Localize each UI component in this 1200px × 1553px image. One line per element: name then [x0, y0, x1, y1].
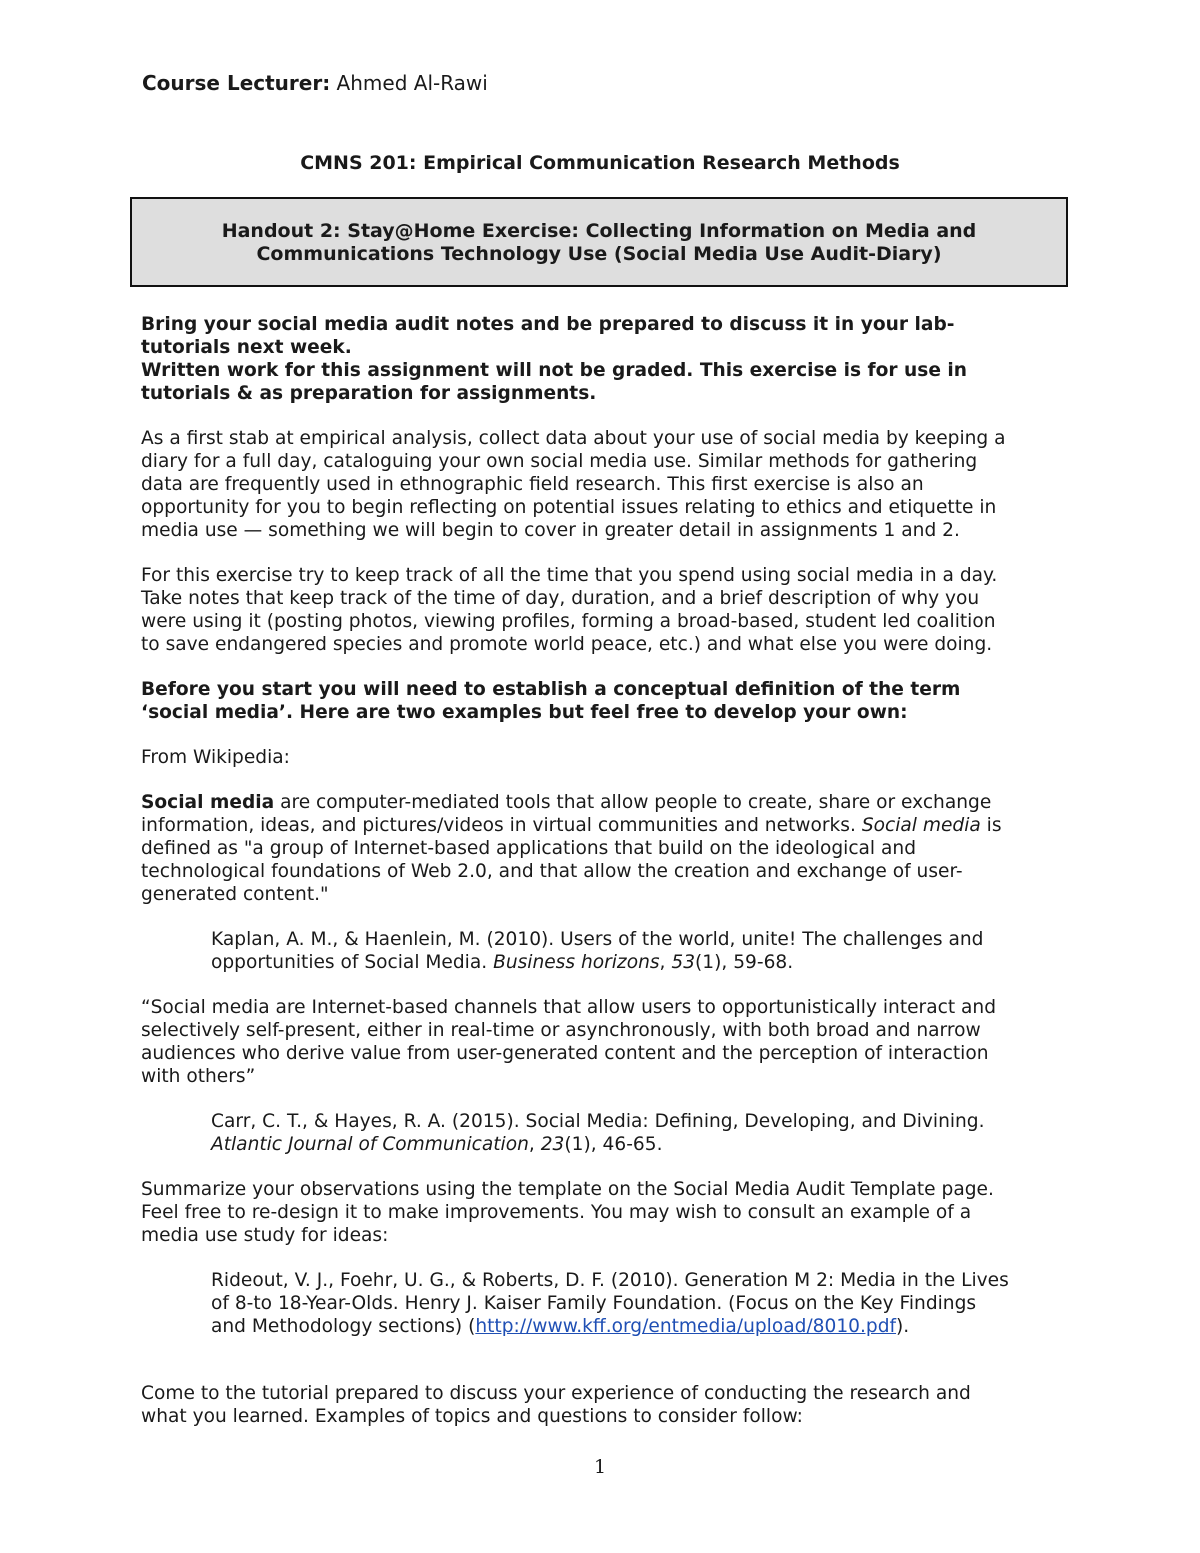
paragraph-line: opportunity for you to begin reflecting on potential issues relating to ethics and etiquette in	[141, 497, 997, 518]
wiki-text: are computer-mediated tools that allow people to create, share or exchange	[274, 792, 992, 813]
lecturer-label: Course Lecturer:	[142, 71, 331, 95]
reference-carr	[141, 1133, 1066, 1156]
paragraph-line: data are frequently used in ethnographic field research. This first exercise is also an	[141, 474, 924, 495]
reference-kaplan	[141, 951, 1066, 974]
wiki-text: is	[980, 815, 1002, 836]
paragraph-line: Come to the tutorial prepared to discuss your experience of conducting the research and	[141, 1383, 971, 1404]
journal-name: Atlantic Journal of Communication	[211, 1134, 529, 1155]
wiki-definition-line: technological foundations of Web 2.0, and that allow the creation and exchange of user-	[141, 861, 963, 882]
reference-rideout	[141, 1315, 1066, 1338]
definition-heading: Before you start you will need to establish a conceptual definition of the term	[141, 679, 961, 700]
quote-line: selectively self-present, either in real-time or asynchronously, with both broad and narrow	[141, 1020, 981, 1041]
reference-kaplan: Kaplan, A. M., & Haenlein, M. (2010). Users of the world, unite! The challenges and	[211, 929, 984, 950]
reference-carr: Carr, C. T., & Hayes, R. A. (2015). Social Media: Defining, Developing, and Divining.	[211, 1111, 985, 1132]
kff-report-link[interactable]: http://www.kff.org/entmedia/upload/8010.pdf	[475, 1316, 897, 1337]
paragraph-line: Take notes that keep track of the time of day, duration, and a brief description of why you	[141, 588, 980, 609]
from-wikipedia-label: From Wikipedia:	[141, 747, 290, 768]
ref-text: ,	[659, 952, 672, 973]
page-number: 1	[593, 1456, 607, 1478]
handout-title-line: Handout 2: Stay@Home Exercise: Collecting Information on Media and	[221, 220, 977, 242]
reference-rideout: Rideout, V. J., Foehr, U. G., & Roberts, D. F. (2010). Generation M 2: Media in the Lives	[211, 1270, 1009, 1291]
social-media-term: Social media	[141, 792, 275, 813]
quote-line: “Social media are Internet-based channels that allow users to opportunistically interact and	[141, 997, 997, 1018]
journal-volume: 53	[671, 952, 696, 973]
intro-line: tutorials & as preparation for assignments.	[141, 383, 597, 404]
course-title: CMNS 201: Empirical Communication Research Methods	[300, 152, 900, 174]
ref-text: and Methodology sections) (	[211, 1316, 476, 1337]
quote-line: with others”	[141, 1066, 256, 1087]
paragraph-line: to save endangered species and promote world peace, etc.) and what else you were doing.	[141, 634, 993, 655]
wiki-text: information, ideas, and pictures/videos in virtual communities and networks.	[141, 815, 862, 836]
paragraph-line: media use study for ideas:	[141, 1225, 389, 1246]
journal-volume: 23	[540, 1134, 565, 1155]
ref-text: (1), 46-65.	[564, 1134, 663, 1155]
lecturer-name: Ahmed Al-Rawi	[330, 71, 488, 95]
reference-rideout: of 8-to 18-Year-Olds. Henry J. Kaiser Family Foundation. (Focus on the Key Findings	[211, 1293, 977, 1314]
intro-line: tutorials next week.	[141, 337, 352, 358]
handout-title-line: Communications Technology Use (Social Media Use Audit-Diary)	[256, 243, 942, 265]
intro-line: Bring your social media audit notes and be prepared to discuss it in your lab-	[141, 314, 955, 335]
paragraph-line: what you learned. Examples of topics and questions to consider follow:	[141, 1406, 803, 1427]
wiki-definition-line	[141, 814, 1066, 837]
paragraph-line: Summarize your observations using the template on the Social Media Audit Template page.	[141, 1179, 994, 1200]
journal-name: Business horizons	[493, 952, 660, 973]
paragraph-line: For this exercise try to keep track of all the time that you spend using social media in a day.	[141, 565, 998, 586]
ref-text: ).	[896, 1316, 910, 1337]
paragraph-line: were using it (posting photos, viewing profiles, forming a broad-based, student led coalition	[141, 611, 996, 632]
wiki-definition-line: generated content."	[141, 884, 329, 905]
ref-text: opportunities of Social Media.	[211, 952, 494, 973]
course-lecturer	[142, 70, 488, 96]
ref-text: ,	[528, 1134, 541, 1155]
paragraph-line: media use — something we will begin to cover in greater detail in assignments 1 and 2.	[141, 520, 960, 541]
wiki-definition-line	[141, 791, 1066, 814]
paragraph-line: As a first stab at empirical analysis, collect data about your use of social media by keeping a	[141, 428, 1006, 449]
document-body	[141, 313, 1066, 1428]
quote-line: audiences who derive value from user-generated content and the perception of interaction	[141, 1043, 989, 1064]
paragraph-line: Feel free to re-design it to make improvements. You may wish to consult an example of a	[141, 1202, 972, 1223]
wiki-italic-term: Social media	[861, 815, 981, 836]
intro-line: Written work for this assignment will not be graded. This exercise is for use in	[141, 360, 968, 381]
paragraph-line: diary for a full day, cataloguing your own social media use. Similar methods for gathering	[141, 451, 978, 472]
wiki-definition-line: defined as "a group of Internet-based applications that build on the ideological and	[141, 838, 916, 859]
definition-heading: ‘social media’. Here are two examples but feel free to develop your own:	[141, 702, 908, 723]
ref-text: (1), 59-68.	[695, 952, 794, 973]
handout-title-box	[130, 197, 1068, 287]
